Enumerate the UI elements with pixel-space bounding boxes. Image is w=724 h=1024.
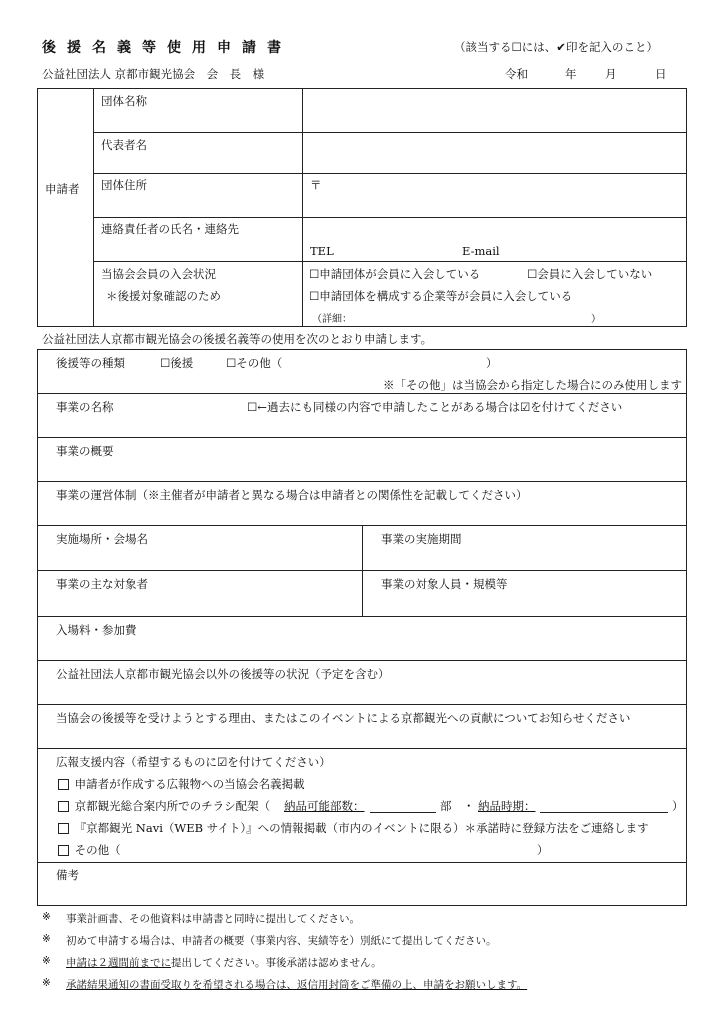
footnote-mark: ※ (42, 933, 51, 945)
pr-item-flyer[interactable] (58, 798, 270, 814)
support-other-close: ） (486, 356, 498, 370)
date-day: 日 (655, 67, 667, 81)
flyer-unit: 部 (440, 799, 452, 813)
pr-item-label: 『京都観光 Navi（WEB サイト）』への情報掲載（市内のイベントに限る）＊承諾時に登録方法をご連絡します (74, 821, 649, 835)
target-audience-label: 事業の主な対象者 (56, 577, 148, 591)
support-type-note: ※「その他」は当協会から指定した場合にのみ使用します (383, 378, 682, 392)
pr-item-label: その他（ (74, 843, 121, 857)
org-name-field[interactable] (304, 89, 685, 131)
venue-field[interactable] (40, 548, 360, 569)
border (37, 393, 687, 394)
support-option-kouen[interactable]: ☐後援 (160, 356, 194, 370)
border (37, 437, 687, 438)
footnote-3-rest: 提出してください。事後承諾は認めません。 (171, 957, 382, 969)
intro-sentence: 公益社団法人京都市観光協会の後援名義等の使用を次のとおり申請します。 (42, 332, 433, 346)
event-name-field[interactable] (40, 416, 684, 436)
footnote-mark: ※ (42, 977, 51, 989)
membership-option-constituent[interactable]: ☐申請団体を構成する企業等が会員に入会している (309, 289, 573, 303)
flyer-qty-label: 納品可能部数： (284, 799, 365, 813)
footnote-mark: ※ (42, 955, 51, 967)
checkbox-icon[interactable] (58, 779, 69, 790)
checkbox-icon[interactable] (58, 823, 69, 834)
footnote-3-emphasis: 申請は２週間前までに (66, 957, 171, 969)
membership-option-member[interactable]: ☐申請団体が会員に入会している (309, 267, 481, 281)
scale-label: 事業の対象人員・規模等 (381, 577, 508, 591)
representative-field[interactable] (304, 133, 685, 172)
contact-field[interactable] (304, 218, 685, 260)
event-overview-field[interactable] (40, 460, 684, 480)
venue-label: 実施場所・会場名 (56, 532, 148, 546)
membership-label: 当協会会員の入会状況 (101, 267, 216, 281)
support-option-other[interactable]: ☐その他（ (226, 356, 283, 370)
flyer-separator: ・ (463, 799, 475, 813)
contact-label: 連絡責任者の氏名・連絡先 (101, 222, 239, 236)
footnote-2: 初めて申請する場合は、申請者の概要（事業内容、実績等を）別紙にて提出してください。 (66, 935, 497, 947)
border (37, 326, 687, 327)
border (37, 704, 687, 705)
footnote-3 (66, 955, 382, 970)
fee-label: 入場料・参加費 (56, 623, 137, 637)
border (37, 88, 38, 327)
flyer-date-label: 納品時期： (478, 799, 536, 813)
membership-option-nonmember[interactable]: ☐会員に入会していない (527, 267, 653, 281)
border (686, 349, 687, 906)
form-title: 後援名義等使用申請書 (42, 40, 292, 56)
border (37, 616, 687, 617)
reason-label: 当協会の後援等を受けようとする理由、またはこのイベントによる京都観光への貢献についてお知らせください (56, 711, 631, 725)
pr-item-other[interactable] (58, 842, 121, 858)
border (302, 88, 303, 327)
footnote-1: 事業計画書、その他資料は申請書と同時に提出してください。 (66, 913, 360, 925)
border (37, 481, 687, 482)
checkmark-instruction: （該当する☐には、✔印を記入のこと） (454, 40, 658, 54)
postal-mark: 〒 (310, 178, 322, 192)
fee-field[interactable] (40, 639, 684, 659)
border (362, 525, 363, 616)
membership-detail-close: ） (591, 314, 601, 325)
event-overview-label: 事業の概要 (56, 444, 114, 458)
flyer-date-field[interactable] (540, 798, 668, 813)
border (93, 88, 94, 327)
email-label: E-mail (462, 244, 500, 258)
addressee: 公益社団法人 京都市観光協会 会 長 様 (42, 67, 265, 81)
border (37, 349, 38, 906)
period-label: 事業の実施期間 (381, 532, 462, 546)
pr-support-label: 広報支援内容（希望するものに☑を付けてください） (56, 755, 331, 769)
checkbox-icon[interactable] (58, 801, 69, 812)
address-label: 団体住所 (101, 178, 147, 192)
flyer-close: ） (672, 799, 684, 813)
tel-label: TEL (310, 244, 334, 258)
membership-detail-open: （詳細： (312, 314, 352, 325)
other-support-label: 公益社団法人京都市観光協会以外の後援等の状況（予定を含む） (56, 667, 390, 681)
date-era: 令和 (505, 67, 528, 81)
event-name-previous-checkbox[interactable]: ☐←過去にも同様の内容で申請したことがある場合は☑を付けてください (247, 400, 623, 414)
date-month: 月 (605, 67, 617, 81)
pr-other-field[interactable] (132, 841, 532, 856)
border (686, 88, 687, 327)
membership-detail-field[interactable] (355, 309, 585, 322)
membership-note: ＊後援対象確認のため (106, 289, 221, 303)
reason-field[interactable] (40, 727, 684, 747)
event-structure-label: 事業の運営体制（※主催者が申請者と異なる場合は申請者との関係性を記載してください） (56, 488, 528, 502)
checkbox-icon[interactable] (58, 845, 69, 856)
representative-label: 代表者名 (101, 138, 147, 152)
border (37, 660, 687, 661)
applicant-section-label: 申請者 (45, 182, 80, 196)
flyer-qty-field[interactable] (370, 798, 436, 813)
footnote-mark: ※ (42, 911, 51, 923)
border (37, 905, 687, 906)
remarks-label: 備考 (56, 868, 79, 882)
org-name-label: 団体名称 (101, 94, 147, 108)
support-other-field[interactable] (300, 353, 480, 369)
event-name-label: 事業の名称 (56, 400, 114, 414)
border (37, 349, 687, 350)
pr-item-publication[interactable] (58, 776, 305, 792)
border (93, 261, 687, 262)
event-structure-field[interactable] (40, 504, 684, 524)
support-type-label: 後援等の種類 (56, 356, 125, 370)
date-year: 年 (565, 67, 577, 81)
address-field[interactable] (304, 174, 685, 216)
other-support-field[interactable] (40, 683, 684, 703)
period-field[interactable] (365, 548, 684, 569)
pr-other-close: ） (537, 843, 549, 857)
border (37, 862, 687, 863)
pr-item-navi[interactable] (58, 820, 649, 836)
pr-item-label: 申請者が作成する広報物への当協会名義掲載 (74, 777, 305, 791)
footnote-4: 承諾結果通知の書面受取りを希望される場合は、返信用封筒をご準備の上、申請をお願いします。 (66, 979, 528, 991)
target-audience-field[interactable] (40, 593, 360, 615)
remarks-field[interactable] (40, 884, 684, 904)
scale-field[interactable] (365, 593, 684, 615)
border (37, 748, 687, 749)
pr-item-label: 京都観光総合案内所でのチラシ配架（ (74, 799, 271, 813)
